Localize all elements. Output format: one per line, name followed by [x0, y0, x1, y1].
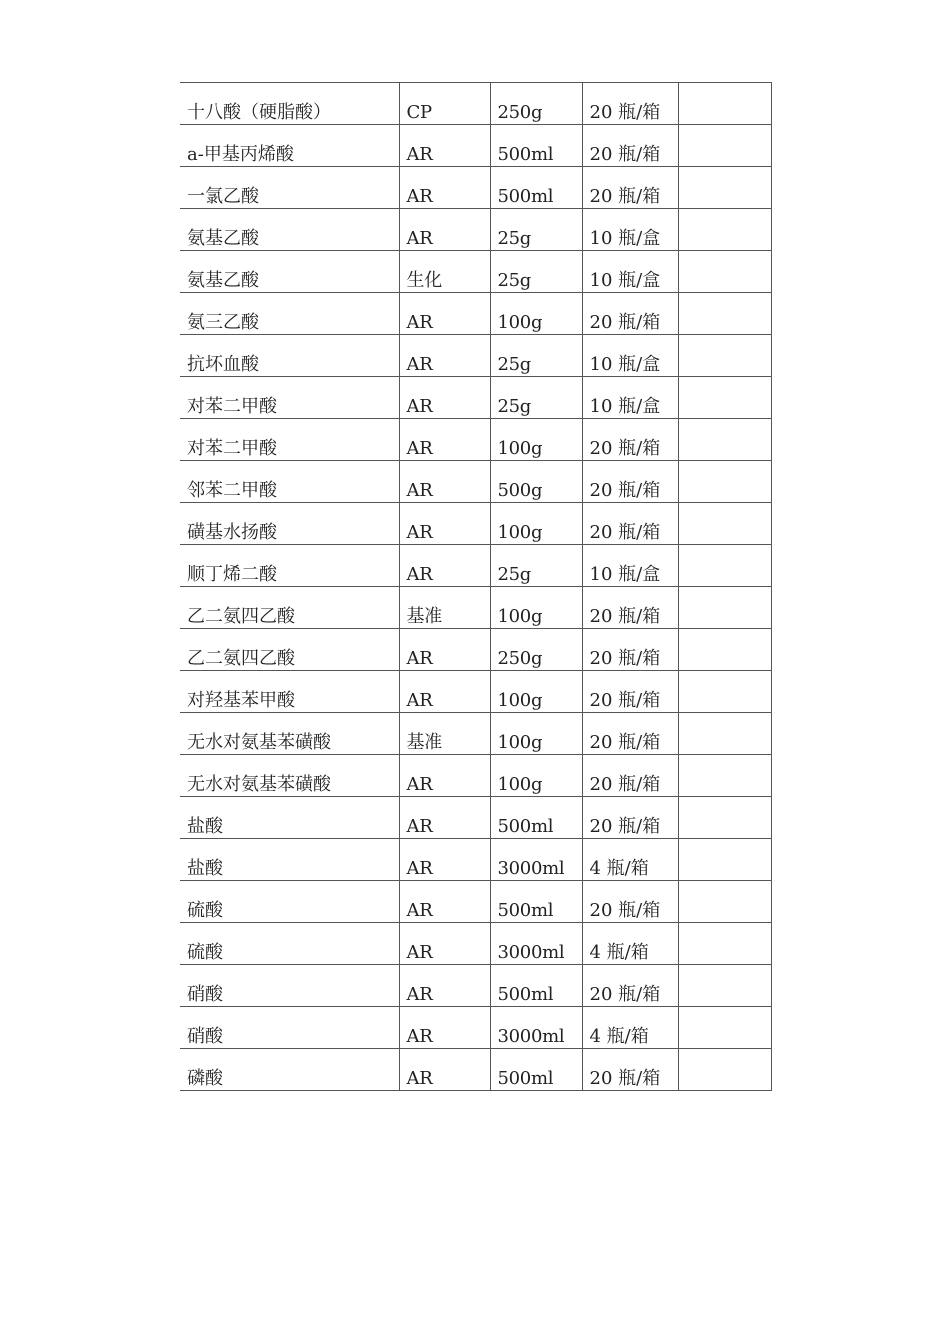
packing-text: 10 瓶/盒	[589, 354, 661, 375]
grade-cell	[399, 293, 490, 335]
quantity-cell	[490, 293, 582, 335]
notes-cell	[678, 251, 771, 293]
grade-text: AR	[406, 1026, 433, 1047]
reagent-name-text: 无水对氨基苯磺酸	[187, 774, 331, 795]
grade-text: AR	[406, 186, 433, 207]
packing-cell	[582, 461, 678, 503]
reagent-name-cell	[180, 377, 399, 419]
packing-text: 20 瓶/箱	[589, 312, 661, 333]
reagent-name-text: 硝酸	[187, 984, 223, 1005]
notes-cell	[678, 713, 771, 755]
packing-text: 20 瓶/箱	[589, 690, 661, 711]
packing-text: 20 瓶/箱	[589, 984, 661, 1005]
packing-cell	[582, 419, 678, 461]
notes-cell	[678, 1007, 771, 1049]
quantity-cell	[490, 923, 582, 965]
table-row	[180, 965, 771, 1007]
packing-cell	[582, 1007, 678, 1049]
grade-text: AR	[406, 438, 433, 459]
quantity-text: 100g	[497, 774, 543, 795]
grade-cell	[399, 629, 490, 671]
grade-cell	[399, 587, 490, 629]
reagent-name-text: 乙二氨四乙酸	[187, 606, 295, 627]
grade-cell	[399, 1007, 490, 1049]
table-row	[180, 335, 771, 377]
grade-cell	[399, 965, 490, 1007]
grade-text: AR	[406, 144, 433, 165]
packing-text: 20 瓶/箱	[589, 732, 661, 753]
quantity-cell	[490, 167, 582, 209]
grade-cell	[399, 797, 490, 839]
packing-text: 20 瓶/箱	[589, 606, 661, 627]
reagent-name-cell	[180, 209, 399, 251]
grade-text: AR	[406, 858, 433, 879]
reagent-name-text: 顺丁烯二酸	[187, 564, 277, 585]
reagent-table-body	[180, 83, 771, 1091]
quantity-cell	[490, 377, 582, 419]
grade-text: 基准	[406, 606, 442, 627]
packing-text: 20 瓶/箱	[589, 900, 661, 921]
notes-cell	[678, 167, 771, 209]
reagent-name-text: 邻苯二甲酸	[187, 480, 277, 501]
notes-cell	[678, 629, 771, 671]
packing-cell	[582, 83, 678, 125]
reagent-name-text: 盐酸	[187, 858, 223, 879]
table-row	[180, 755, 771, 797]
packing-text: 20 瓶/箱	[589, 186, 661, 207]
packing-text: 20 瓶/箱	[589, 480, 661, 501]
reagent-name-text: 盐酸	[187, 816, 223, 837]
grade-cell	[399, 545, 490, 587]
table-row	[180, 881, 771, 923]
grade-cell	[399, 335, 490, 377]
grade-text: AR	[406, 648, 433, 669]
quantity-text: 100g	[497, 732, 543, 753]
grade-text: 基准	[406, 732, 442, 753]
grade-text: AR	[406, 900, 433, 921]
grade-text: AR	[406, 690, 433, 711]
quantity-cell	[490, 335, 582, 377]
reagent-name-cell	[180, 125, 399, 167]
quantity-cell	[490, 461, 582, 503]
grade-cell	[399, 671, 490, 713]
packing-text: 20 瓶/箱	[589, 774, 661, 795]
reagent-name-cell	[180, 83, 399, 125]
reagent-name-text: 抗坏血酸	[187, 354, 259, 375]
packing-text: 20 瓶/箱	[589, 648, 661, 669]
reagent-name-cell	[180, 713, 399, 755]
reagent-name-cell	[180, 881, 399, 923]
notes-cell	[678, 797, 771, 839]
reagent-name-cell	[180, 335, 399, 377]
notes-cell	[678, 377, 771, 419]
quantity-cell	[490, 797, 582, 839]
reagent-name-text: 磷酸	[187, 1068, 223, 1089]
reagent-name-text: 磺基水扬酸	[187, 522, 277, 543]
table-row	[180, 923, 771, 965]
grade-cell	[399, 1049, 490, 1091]
quantity-cell	[490, 671, 582, 713]
quantity-text: 500ml	[497, 1068, 554, 1089]
packing-cell	[582, 755, 678, 797]
reagent-name-cell	[180, 587, 399, 629]
reagent-name-cell	[180, 629, 399, 671]
notes-cell	[678, 83, 771, 125]
reagent-name-text: 氨基乙酸	[187, 228, 259, 249]
notes-cell	[678, 839, 771, 881]
quantity-text: 250g	[497, 648, 543, 669]
reagent-name-text: 硝酸	[187, 1026, 223, 1047]
notes-cell	[678, 125, 771, 167]
reagent-name-text: 氨基乙酸	[187, 270, 259, 291]
table-row	[180, 293, 771, 335]
reagent-name-cell	[180, 545, 399, 587]
reagent-name-cell	[180, 797, 399, 839]
table-row	[180, 797, 771, 839]
grade-text: AR	[406, 1068, 433, 1089]
quantity-text: 500ml	[497, 900, 554, 921]
grade-cell	[399, 209, 490, 251]
reagent-name-text: 无水对氨基苯磺酸	[187, 732, 331, 753]
table-row	[180, 461, 771, 503]
packing-cell	[582, 293, 678, 335]
reagent-name-text: 十八酸（硬脂酸）	[187, 102, 331, 123]
packing-text: 4 瓶/箱	[589, 942, 649, 963]
grade-text: CP	[406, 102, 432, 123]
reagent-name-cell	[180, 1007, 399, 1049]
packing-cell	[582, 125, 678, 167]
packing-cell	[582, 503, 678, 545]
grade-text: AR	[406, 228, 433, 249]
notes-cell	[678, 419, 771, 461]
notes-cell	[678, 293, 771, 335]
reagent-name-text: 对苯二甲酸	[187, 396, 277, 417]
quantity-cell	[490, 587, 582, 629]
quantity-text: 25g	[497, 564, 532, 585]
reagent-name-text: 对羟基苯甲酸	[187, 690, 295, 711]
notes-cell	[678, 335, 771, 377]
reagent-name-cell	[180, 1049, 399, 1091]
table-row	[180, 1049, 771, 1091]
quantity-text: 100g	[497, 312, 543, 333]
reagent-name-cell	[180, 461, 399, 503]
grade-text: AR	[406, 984, 433, 1005]
packing-text: 20 瓶/箱	[589, 102, 661, 123]
quantity-text: 25g	[497, 270, 532, 291]
packing-text: 20 瓶/箱	[589, 438, 661, 459]
quantity-cell	[490, 125, 582, 167]
notes-cell	[678, 209, 771, 251]
quantity-text: 100g	[497, 438, 543, 459]
reagent-name-cell	[180, 671, 399, 713]
table-row	[180, 167, 771, 209]
notes-cell	[678, 587, 771, 629]
reagent-name-text: 乙二氨四乙酸	[187, 648, 295, 669]
quantity-cell	[490, 965, 582, 1007]
quantity-text: 100g	[497, 606, 543, 627]
quantity-text: 500ml	[497, 816, 554, 837]
table-row	[180, 545, 771, 587]
packing-cell	[582, 209, 678, 251]
packing-cell	[582, 167, 678, 209]
packing-cell	[582, 797, 678, 839]
grade-cell	[399, 923, 490, 965]
packing-text: 10 瓶/盒	[589, 228, 661, 249]
packing-cell	[582, 965, 678, 1007]
packing-cell	[582, 587, 678, 629]
table-row	[180, 671, 771, 713]
table-row	[180, 629, 771, 671]
packing-text: 20 瓶/箱	[589, 1068, 661, 1089]
quantity-text: 3000ml	[497, 942, 565, 963]
notes-cell	[678, 671, 771, 713]
reagent-name-text: a-甲基丙烯酸	[187, 144, 294, 165]
reagent-name-cell	[180, 965, 399, 1007]
notes-cell	[678, 881, 771, 923]
grade-cell	[399, 461, 490, 503]
table-row	[180, 209, 771, 251]
reagent-name-cell	[180, 923, 399, 965]
quantity-cell	[490, 545, 582, 587]
quantity-text: 500ml	[497, 186, 554, 207]
grade-cell	[399, 419, 490, 461]
quantity-cell	[490, 1007, 582, 1049]
table-row	[180, 713, 771, 755]
packing-text: 20 瓶/箱	[589, 816, 661, 837]
quantity-cell	[490, 419, 582, 461]
notes-cell	[678, 461, 771, 503]
packing-text: 4 瓶/箱	[589, 858, 649, 879]
quantity-cell	[490, 629, 582, 671]
grade-text: AR	[406, 480, 433, 501]
grade-text: AR	[406, 816, 433, 837]
packing-cell	[582, 923, 678, 965]
table-row	[180, 251, 771, 293]
notes-cell	[678, 503, 771, 545]
reagent-name-cell	[180, 839, 399, 881]
grade-cell	[399, 125, 490, 167]
quantity-text: 100g	[497, 522, 543, 543]
packing-cell	[582, 671, 678, 713]
reagent-name-cell	[180, 503, 399, 545]
table-row	[180, 1007, 771, 1049]
quantity-text: 3000ml	[497, 1026, 565, 1047]
packing-cell	[582, 1049, 678, 1091]
packing-text: 20 瓶/箱	[589, 144, 661, 165]
notes-cell	[678, 545, 771, 587]
quantity-text: 500ml	[497, 984, 554, 1005]
notes-cell	[678, 965, 771, 1007]
quantity-text: 500ml	[497, 144, 554, 165]
quantity-text: 250g	[497, 102, 543, 123]
quantity-cell	[490, 83, 582, 125]
reagent-name-text: 硫酸	[187, 900, 223, 921]
reagent-name-text: 一氯乙酸	[187, 186, 259, 207]
grade-text: AR	[406, 942, 433, 963]
quantity-text: 25g	[497, 354, 532, 375]
quantity-cell	[490, 1049, 582, 1091]
reagent-name-cell	[180, 755, 399, 797]
grade-cell	[399, 503, 490, 545]
grade-cell	[399, 713, 490, 755]
table-row	[180, 377, 771, 419]
grade-cell	[399, 377, 490, 419]
table-row	[180, 83, 771, 125]
grade-text: AR	[406, 312, 433, 333]
packing-cell	[582, 839, 678, 881]
packing-text: 10 瓶/盒	[589, 270, 661, 291]
grade-text: AR	[406, 774, 433, 795]
packing-text: 20 瓶/箱	[589, 522, 661, 543]
notes-cell	[678, 1049, 771, 1091]
notes-cell	[678, 923, 771, 965]
packing-cell	[582, 881, 678, 923]
packing-text: 10 瓶/盒	[589, 564, 661, 585]
packing-text: 10 瓶/盒	[589, 396, 661, 417]
table-row	[180, 503, 771, 545]
quantity-cell	[490, 755, 582, 797]
grade-cell	[399, 251, 490, 293]
grade-text: AR	[406, 354, 433, 375]
reagent-table	[180, 82, 772, 1091]
grade-text: AR	[406, 564, 433, 585]
grade-text: AR	[406, 396, 433, 417]
reagent-name-cell	[180, 419, 399, 461]
reagent-name-cell	[180, 167, 399, 209]
grade-cell	[399, 881, 490, 923]
packing-cell	[582, 377, 678, 419]
quantity-cell	[490, 251, 582, 293]
table-row	[180, 587, 771, 629]
reagent-name-cell	[180, 293, 399, 335]
quantity-text: 100g	[497, 690, 543, 711]
quantity-cell	[490, 503, 582, 545]
table-row	[180, 125, 771, 167]
quantity-text: 25g	[497, 228, 532, 249]
packing-text: 4 瓶/箱	[589, 1026, 649, 1047]
notes-cell	[678, 755, 771, 797]
grade-cell	[399, 167, 490, 209]
quantity-cell	[490, 881, 582, 923]
reagent-name-cell	[180, 251, 399, 293]
grade-text: AR	[406, 522, 433, 543]
grade-cell	[399, 839, 490, 881]
grade-text: 生化	[406, 270, 442, 291]
grade-cell	[399, 755, 490, 797]
packing-cell	[582, 251, 678, 293]
grade-cell	[399, 83, 490, 125]
quantity-cell	[490, 209, 582, 251]
reagent-name-text: 氨三乙酸	[187, 312, 259, 333]
reagent-name-text: 对苯二甲酸	[187, 438, 277, 459]
quantity-cell	[490, 713, 582, 755]
reagent-name-text: 硫酸	[187, 942, 223, 963]
quantity-cell	[490, 839, 582, 881]
table-row	[180, 839, 771, 881]
quantity-text: 3000ml	[497, 858, 565, 879]
packing-cell	[582, 545, 678, 587]
packing-cell	[582, 629, 678, 671]
packing-cell	[582, 713, 678, 755]
packing-cell	[582, 335, 678, 377]
quantity-text: 25g	[497, 396, 532, 417]
table-row	[180, 419, 771, 461]
quantity-text: 500g	[497, 480, 543, 501]
